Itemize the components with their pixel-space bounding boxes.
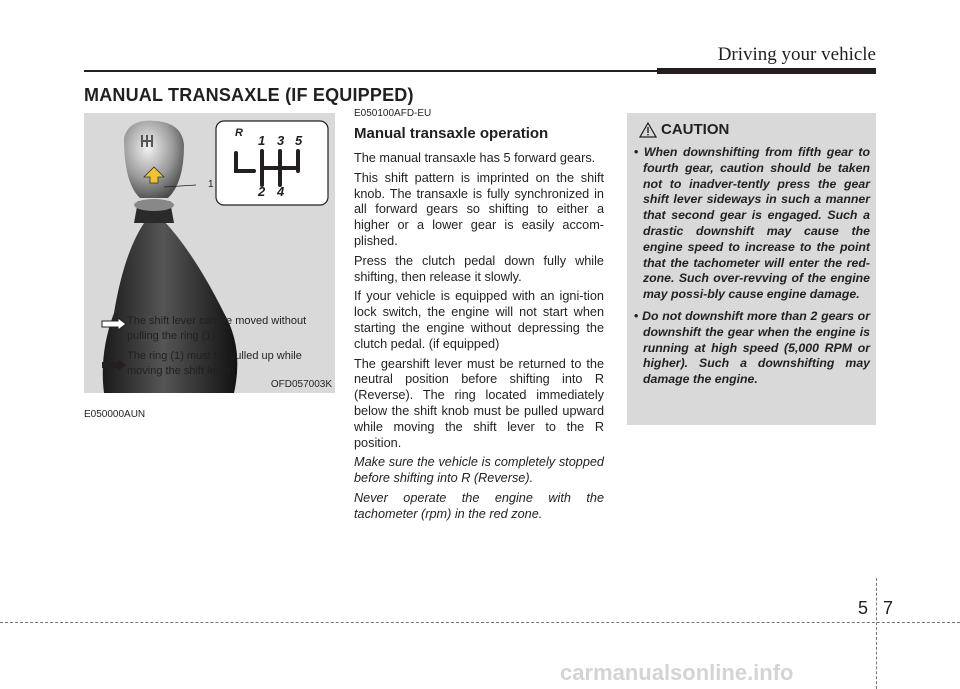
legend-text-1: The shift lever can be moved without pulling the ring (1).: [127, 315, 307, 342]
caution-box: [627, 113, 876, 425]
paragraph: Press the clutch pedal down fully while shifting, then release it slowly.: [354, 253, 604, 284]
header-bar: [657, 68, 876, 74]
caution-item: • Do not downshift more than 2 gears or downshift the gear when the engine is running at high speed (5,000 RPM or higher). Such a downshifting may damage the engine.: [634, 308, 870, 387]
watermark: carmanualsonline.info: [560, 660, 794, 685]
subsection-title: Manual transaxle operation: [354, 125, 549, 142]
caution-list: [634, 145, 870, 394]
footer-divider: [876, 578, 877, 689]
callout-number: 1: [208, 179, 214, 190]
outline-arrow-icon: [101, 318, 127, 330]
caution-item: • When downshifting from fifth gear to fourth gear, caution should be taken not to inadver-tently press the gear shift lever sideways in such a manner that second gear is engaged. Such a drastic downshift may cause the engine speed to increase to the point that the tachometer will enter the red-zone. Such over-revving of the engine may possi-bly cause engine damage.: [634, 145, 870, 302]
shift-label-r: R: [235, 127, 243, 139]
caution-title: CAUTION: [661, 121, 730, 138]
paragraph: If your vehicle is equipped with an igni-tion lock switch, the engine will not start when starting the engine without depressing the clutch pedal. (if equipped): [354, 289, 604, 351]
page-number: 7: [883, 598, 894, 618]
italic-note: Make sure the vehicle is completely stopped before shifting into R (Reverse).: [354, 455, 604, 486]
section-reference: E050100AFD-EU: [354, 108, 432, 119]
shift-label-3: 3: [277, 133, 285, 148]
footer-rule: [0, 622, 960, 623]
legend-text-2: The ring (1) must be pulled up while moving the shift lever.: [127, 350, 302, 377]
shift-label-5: 5: [295, 133, 303, 148]
warning-triangle-icon: [639, 122, 657, 138]
reference-code: E050000AUN: [84, 409, 146, 420]
section-title: MANUAL TRANSAXLE (IF EQUIPPED): [84, 85, 414, 105]
main-column: [354, 108, 604, 527]
shift-label-4: 4: [277, 184, 285, 199]
shift-label-1: 1: [258, 133, 266, 148]
page-section-number: 5: [858, 598, 869, 618]
figure-code: OFD057003K: [270, 379, 332, 390]
shift-label-2: 2: [258, 184, 266, 199]
paragraph: The gearshift lever must be returned to the neutral position before shifting into R (Reverse). The ring located immediately below the shift knob must be pulled upward while moving the shift lever to the R position.: [354, 356, 604, 450]
header-rule: [84, 70, 657, 72]
paragraph: The manual transaxle has 5 forward gears.: [354, 151, 596, 165]
solid-arrow-icon: [101, 359, 127, 371]
paragraph: This shift pattern is imprinted on the shift knob. The transaxle is fully synchronized in all forward gears so shifting to either a higher or a lower gear is easily accom-plished.: [354, 170, 604, 248]
running-header: Driving your vehicle: [717, 44, 876, 65]
shift-lever-figure: [84, 113, 335, 393]
italic-note: Never operate the engine with the tachometer (rpm) in the red zone.: [354, 490, 604, 521]
